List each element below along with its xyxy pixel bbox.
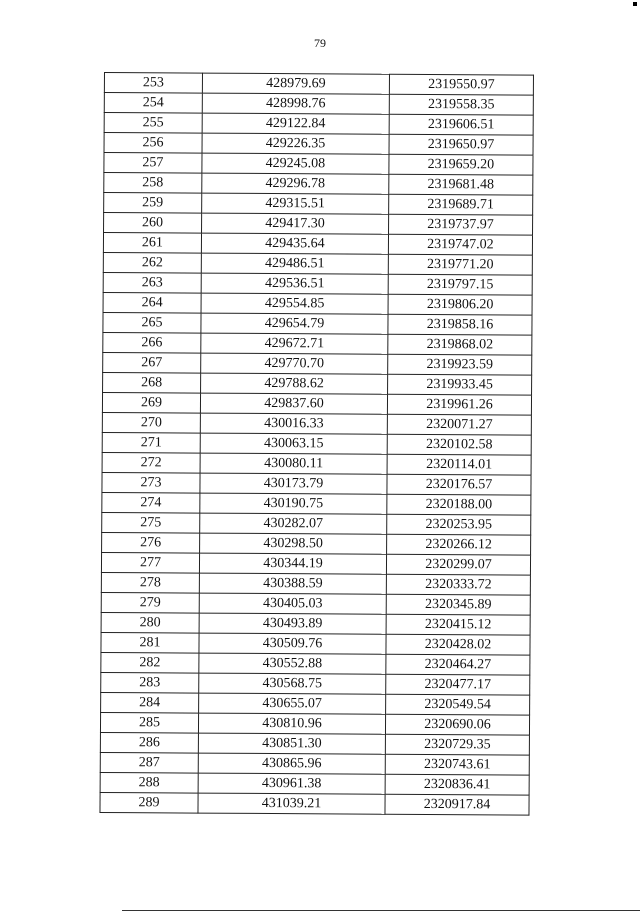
y-coordinate-cell: 2320176.57 bbox=[387, 474, 531, 495]
y-coordinate-cell: 2319659.20 bbox=[389, 154, 533, 175]
page-number: 79 bbox=[314, 36, 326, 50]
table-row bbox=[101, 572, 530, 595]
table-row bbox=[104, 193, 533, 216]
table-row bbox=[102, 392, 531, 415]
x-coordinate-cell: 429296.78 bbox=[202, 173, 389, 194]
table-row bbox=[102, 532, 531, 555]
table-row bbox=[100, 792, 529, 815]
table-row bbox=[101, 552, 530, 575]
table-row bbox=[103, 352, 532, 375]
x-coordinate-cell: 430282.07 bbox=[200, 513, 387, 534]
table-row bbox=[100, 712, 529, 735]
coordinate-table bbox=[99, 72, 534, 816]
point-number-cell: 264 bbox=[103, 292, 201, 313]
table-row bbox=[101, 672, 530, 695]
point-number-cell: 269 bbox=[102, 392, 200, 413]
y-coordinate-cell: 2319681.48 bbox=[389, 174, 533, 195]
x-coordinate-cell: 429654.79 bbox=[201, 313, 388, 334]
table-row bbox=[104, 173, 533, 196]
x-coordinate-cell: 430568.75 bbox=[199, 673, 386, 694]
point-number-cell: 285 bbox=[100, 712, 198, 733]
y-coordinate-cell: 2319550.97 bbox=[389, 74, 533, 95]
point-number-cell: 271 bbox=[102, 432, 200, 453]
x-coordinate-cell: 429245.08 bbox=[202, 153, 389, 174]
x-coordinate-cell: 429554.85 bbox=[201, 293, 388, 314]
table-row bbox=[104, 113, 533, 136]
table-row bbox=[104, 213, 533, 236]
table-row bbox=[102, 432, 531, 455]
y-coordinate-cell: 2320102.58 bbox=[387, 434, 531, 455]
y-coordinate-cell: 2320299.07 bbox=[386, 554, 530, 575]
point-number-cell: 281 bbox=[101, 632, 199, 653]
x-coordinate-cell: 430961.38 bbox=[198, 773, 385, 794]
x-coordinate-cell: 430655.07 bbox=[199, 693, 386, 714]
point-number-cell: 268 bbox=[103, 372, 201, 393]
point-number-cell: 282 bbox=[101, 652, 199, 673]
table-row bbox=[103, 372, 532, 395]
table-row bbox=[104, 153, 533, 176]
table-row bbox=[102, 512, 531, 535]
table-row bbox=[104, 133, 533, 156]
x-coordinate-cell: 429788.62 bbox=[201, 373, 388, 394]
x-coordinate-cell: 428998.76 bbox=[202, 93, 389, 114]
x-coordinate-cell: 429837.60 bbox=[200, 393, 387, 414]
y-coordinate-cell: 2320114.01 bbox=[387, 454, 531, 475]
point-number-cell: 253 bbox=[104, 73, 202, 94]
point-number-cell: 279 bbox=[101, 592, 199, 613]
x-coordinate-cell: 430080.11 bbox=[200, 453, 387, 474]
y-coordinate-cell: 2320345.89 bbox=[386, 594, 530, 615]
y-coordinate-cell: 2320266.12 bbox=[387, 534, 531, 555]
table-row bbox=[101, 692, 530, 715]
point-number-cell: 287 bbox=[100, 752, 198, 773]
point-number-cell: 262 bbox=[103, 252, 201, 273]
y-coordinate-cell: 2319747.02 bbox=[388, 234, 532, 255]
point-number-cell: 259 bbox=[104, 193, 202, 214]
x-coordinate-cell: 430344.19 bbox=[199, 553, 386, 574]
table-row bbox=[103, 312, 532, 335]
table-row bbox=[100, 752, 529, 775]
point-number-cell: 274 bbox=[102, 492, 200, 513]
table-row bbox=[101, 632, 530, 655]
x-coordinate-cell: 430190.75 bbox=[200, 493, 387, 514]
point-number-cell: 257 bbox=[104, 153, 202, 174]
point-number-cell: 254 bbox=[104, 93, 202, 114]
y-coordinate-cell: 2320415.12 bbox=[386, 614, 530, 635]
table-row bbox=[103, 233, 532, 256]
table-row bbox=[103, 332, 532, 355]
y-coordinate-cell: 2319858.16 bbox=[388, 314, 532, 335]
x-coordinate-cell: 429435.64 bbox=[201, 233, 388, 254]
y-coordinate-cell: 2320188.00 bbox=[387, 494, 531, 515]
table-row bbox=[102, 452, 531, 475]
point-number-cell: 275 bbox=[102, 512, 200, 533]
point-number-cell: 255 bbox=[104, 113, 202, 134]
table-row bbox=[102, 412, 531, 435]
table-row bbox=[101, 612, 530, 635]
point-number-cell: 267 bbox=[103, 352, 201, 373]
point-number-cell: 288 bbox=[100, 772, 198, 793]
point-number-cell: 278 bbox=[101, 572, 199, 593]
x-coordinate-cell: 430865.96 bbox=[198, 753, 385, 774]
point-number-cell: 260 bbox=[104, 213, 202, 234]
x-coordinate-cell: 429672.71 bbox=[201, 333, 388, 354]
y-coordinate-cell: 2319923.59 bbox=[388, 354, 532, 375]
y-coordinate-cell: 2319933.45 bbox=[388, 374, 532, 395]
y-coordinate-cell: 2320464.27 bbox=[386, 654, 530, 675]
y-coordinate-cell: 2320333.72 bbox=[386, 574, 530, 595]
x-coordinate-cell: 429417.30 bbox=[202, 213, 389, 234]
x-coordinate-cell: 429122.84 bbox=[202, 113, 389, 134]
table-row bbox=[104, 73, 533, 96]
y-coordinate-cell: 2320549.54 bbox=[386, 694, 530, 715]
y-coordinate-cell: 2320917.84 bbox=[385, 794, 529, 815]
x-coordinate-cell: 429315.51 bbox=[202, 193, 389, 214]
scan-corner-mark bbox=[633, 2, 637, 6]
y-coordinate-cell: 2319806.20 bbox=[388, 294, 532, 315]
bottom-scan-line bbox=[122, 910, 640, 911]
x-coordinate-cell: 429226.35 bbox=[202, 133, 389, 154]
y-coordinate-cell: 2320836.41 bbox=[385, 774, 529, 795]
y-coordinate-cell: 2319650.97 bbox=[389, 134, 533, 155]
table-row bbox=[103, 292, 532, 315]
y-coordinate-cell: 2320477.17 bbox=[386, 674, 530, 695]
x-coordinate-cell: 428979.69 bbox=[202, 73, 389, 94]
y-coordinate-cell: 2319771.20 bbox=[388, 254, 532, 275]
x-coordinate-cell: 430509.76 bbox=[199, 633, 386, 654]
table-row bbox=[104, 93, 533, 116]
x-coordinate-cell: 429770.70 bbox=[201, 353, 388, 374]
y-coordinate-cell: 2319558.35 bbox=[389, 94, 533, 115]
point-number-cell: 270 bbox=[102, 412, 200, 433]
point-number-cell: 289 bbox=[100, 792, 198, 813]
x-coordinate-cell: 430493.89 bbox=[199, 613, 386, 634]
point-number-cell: 276 bbox=[102, 532, 200, 553]
x-coordinate-cell: 430063.15 bbox=[200, 433, 387, 454]
point-number-cell: 265 bbox=[103, 312, 201, 333]
point-number-cell: 283 bbox=[101, 672, 199, 693]
point-number-cell: 284 bbox=[101, 692, 199, 713]
x-coordinate-cell: 430016.33 bbox=[200, 413, 387, 434]
x-coordinate-cell: 431039.21 bbox=[198, 793, 385, 814]
table-row bbox=[100, 772, 529, 795]
y-coordinate-cell: 2319961.26 bbox=[387, 394, 531, 415]
x-coordinate-cell: 430552.88 bbox=[199, 653, 386, 674]
x-coordinate-cell: 429536.51 bbox=[201, 273, 388, 294]
table-row bbox=[102, 472, 531, 495]
x-coordinate-cell: 430173.79 bbox=[200, 473, 387, 494]
y-coordinate-cell: 2320428.02 bbox=[386, 634, 530, 655]
y-coordinate-cell: 2319689.71 bbox=[389, 194, 533, 215]
point-number-cell: 272 bbox=[102, 452, 200, 473]
x-coordinate-cell: 430298.50 bbox=[200, 533, 387, 554]
x-coordinate-cell: 430851.30 bbox=[198, 733, 385, 754]
table-row bbox=[103, 252, 532, 275]
y-coordinate-cell: 2319797.15 bbox=[388, 274, 532, 295]
table-row bbox=[101, 592, 530, 615]
table-row bbox=[103, 272, 532, 295]
point-number-cell: 256 bbox=[104, 133, 202, 154]
y-coordinate-cell: 2319606.51 bbox=[389, 114, 533, 135]
coordinate-table-body bbox=[100, 73, 534, 816]
point-number-cell: 266 bbox=[103, 332, 201, 353]
x-coordinate-cell: 430405.03 bbox=[199, 593, 386, 614]
point-number-cell: 280 bbox=[101, 612, 199, 633]
point-number-cell: 277 bbox=[101, 552, 199, 573]
point-number-cell: 263 bbox=[103, 272, 201, 293]
y-coordinate-cell: 2320690.06 bbox=[385, 714, 529, 735]
point-number-cell: 273 bbox=[102, 472, 200, 493]
table-row bbox=[100, 732, 529, 755]
x-coordinate-cell: 430810.96 bbox=[198, 713, 385, 734]
y-coordinate-cell: 2319737.97 bbox=[389, 214, 533, 235]
y-coordinate-cell: 2320071.27 bbox=[387, 414, 531, 435]
y-coordinate-cell: 2320743.61 bbox=[385, 754, 529, 775]
point-number-cell: 286 bbox=[100, 732, 198, 753]
point-number-cell: 261 bbox=[103, 233, 201, 254]
x-coordinate-cell: 430388.59 bbox=[199, 573, 386, 594]
table-row bbox=[102, 492, 531, 515]
table-row bbox=[101, 652, 530, 675]
y-coordinate-cell: 2319868.02 bbox=[388, 334, 532, 355]
x-coordinate-cell: 429486.51 bbox=[201, 253, 388, 274]
y-coordinate-cell: 2320729.35 bbox=[385, 734, 529, 755]
point-number-cell: 258 bbox=[104, 173, 202, 194]
y-coordinate-cell: 2320253.95 bbox=[387, 514, 531, 535]
